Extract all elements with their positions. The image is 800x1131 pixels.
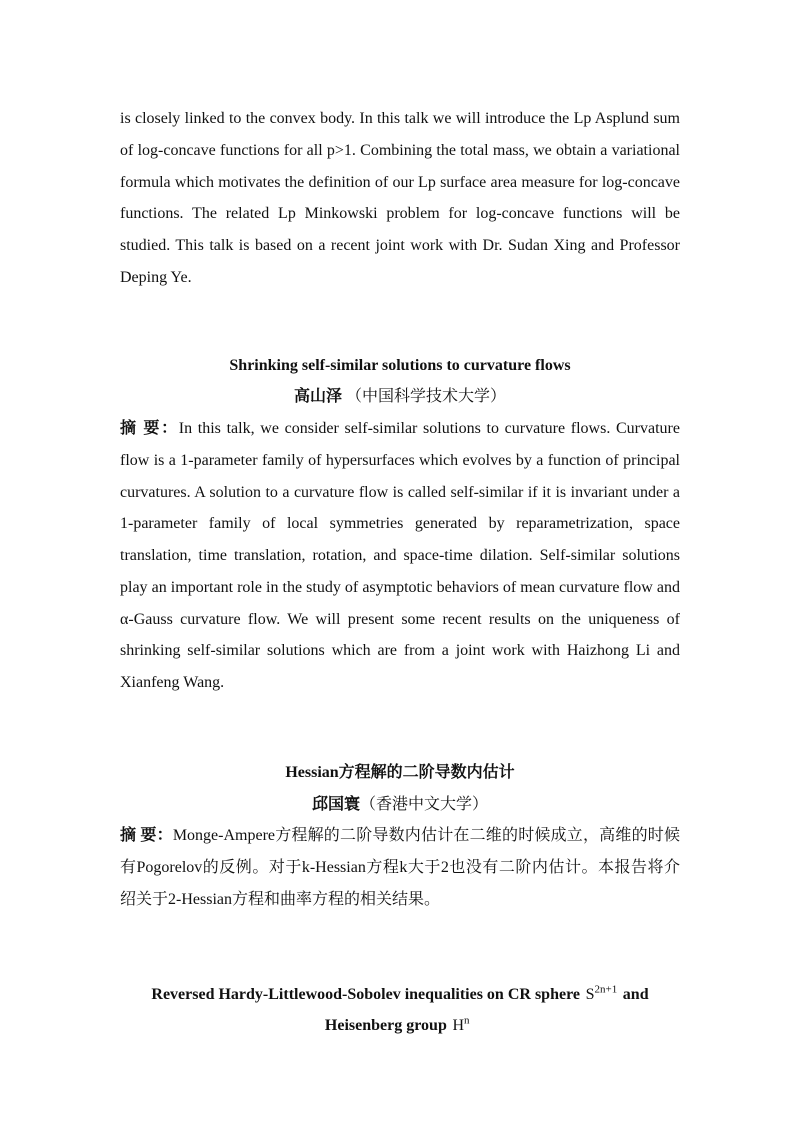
talk-section-reversed-hls [120,979,680,1043]
speaker-name: 邱国寰 [311,795,360,813]
math-sphere-symbol [585,983,618,1003]
continuation-paragraph: is closely linked to the convex body. In this talk we will introduce the Lp Asplund sum of log-concave functions for all p>1. Combining the total mass, we obtain a variational formula which motivates the definition of our Lp surface area measure for log-concave functions. The related Lp Minkowski problem for log-concave functions will be studied. This talk is based on a recent joint work with Dr. Sudan Xing and Professor Deping Ye. [120,110,680,286]
abstract-text: In this talk, we consider self-similar solutions to curvature flows. Curvature flow is a 1-parameter family of hypersurfaces which evolves by a function of principal curvatures. A solution to a curvature flow is called self-similar if it is invariant under a 1-parameter family of local symmetries generated by reparametrization, space translation, time translation, rotation, and space-time dilation. Self-similar solutions play an important role in the study of asymptotic behaviors of mean curvature flow and α-Gauss curvature flow. We will present some recent results on the uniqueness of shrinking self-similar solutions which are from a joint work with Haizhong Li and Xianfeng Wang. [120,420,680,691]
abstract-text: Monge-Ampere方程解的二阶导数内估计在二维的时候成立，高维的时候有Pogorelov的反例。对于k-Hessian方程k大于2也没有二阶内估计。本报告将介绍关于2-Hessian方程和曲率方程的相关结果。 [120,827,680,908]
talk-title-line1-suffix: and [622,985,649,1003]
talk-abstract [120,413,680,699]
speaker-affiliation: （中国科学技术大学） [342,388,507,406]
speaker-line [120,381,680,413]
abstract-label: 摘 要： [120,420,179,437]
speaker-line [120,789,680,821]
math-base: H [452,1017,464,1035]
talk-abstract [120,820,680,915]
math-heisenberg-symbol [452,1014,470,1035]
talk-section-shrinking-self-similar [120,350,680,699]
speaker-affiliation: （香港中文大学） [360,795,489,813]
math-superscript: n [464,1014,470,1027]
talk-title: Shrinking self-similar solutions to curvature flows [229,356,571,374]
math-superscript: 2n+1 [594,983,618,996]
talk-title [120,979,680,1043]
talk-title-line2-text: Heisenberg group [324,1017,447,1035]
speaker-name: 高山泽 [293,388,342,406]
math-base: S [585,985,595,1003]
abstract-label: 摘 要： [120,827,173,845]
talk-section-hessian-estimates [120,757,680,916]
talk-title: Hessian方程解的二阶导数内估计 [285,763,515,781]
talk-title-line1-text: Reversed Hardy-Littlewood-Sobolev inequalities on CR sphere [151,985,580,1003]
